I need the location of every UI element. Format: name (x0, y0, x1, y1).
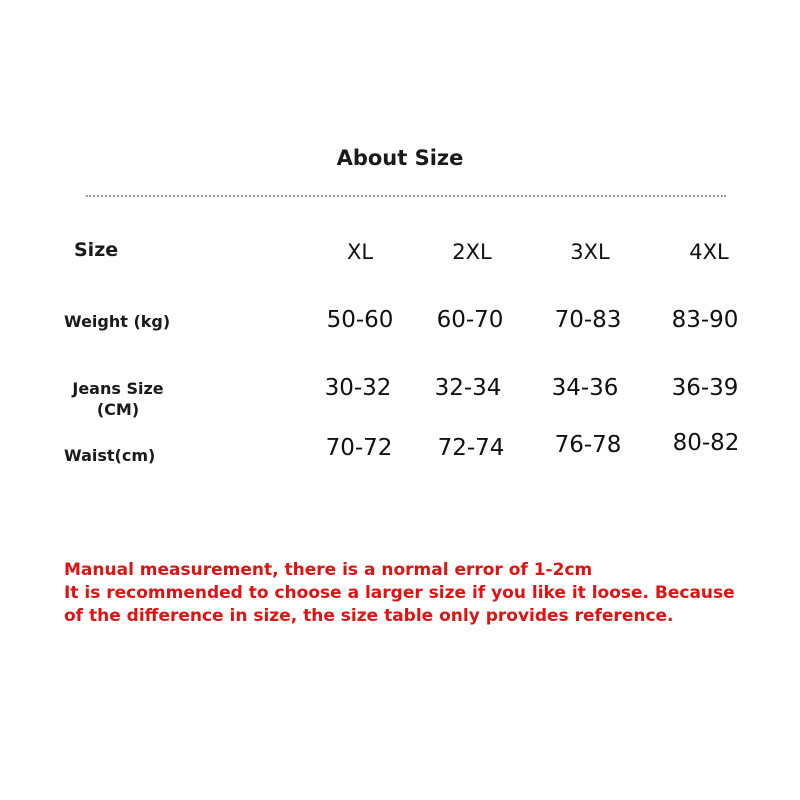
note-line: of the difference in size, the size table only provides reference. (64, 606, 674, 626)
table-cell: 70-72 (325, 435, 393, 461)
table-cell: 30-32 (324, 375, 392, 401)
table-cell: 72-74 (437, 435, 505, 461)
table-cell: 76-78 (554, 432, 622, 458)
table-cell: 80-82 (672, 430, 740, 456)
page-title: About Size (336, 146, 464, 170)
size-header-xl: XL (346, 240, 374, 264)
table-cell: 50-60 (326, 307, 394, 333)
size-header-2xl: 2XL (452, 240, 492, 264)
row-label-line: Jeans Size (72, 379, 164, 398)
table-cell: 32-34 (434, 375, 502, 401)
row-label-jeans-size (68, 378, 168, 420)
table-cell: 70-83 (554, 307, 622, 333)
row-label-waist: Waist(cm) (64, 446, 156, 465)
measurement-note (64, 559, 784, 628)
size-header-4xl: 4XL (689, 240, 729, 264)
row-label-line: (CM) (96, 400, 140, 419)
table-cell: 83-90 (671, 307, 739, 333)
size-header-label: Size (74, 239, 119, 261)
table-cell: 36-39 (671, 375, 739, 401)
dotted-divider (86, 195, 726, 197)
note-line: It is recommended to choose a larger size if you like it loose. Because (64, 583, 735, 603)
size-header-3xl: 3XL (570, 240, 610, 264)
table-cell: 34-36 (551, 375, 619, 401)
row-label-weight: Weight (kg) (64, 312, 171, 331)
table-cell: 60-70 (436, 307, 504, 333)
note-line: Manual measurement, there is a normal error of 1-2cm (64, 560, 593, 580)
